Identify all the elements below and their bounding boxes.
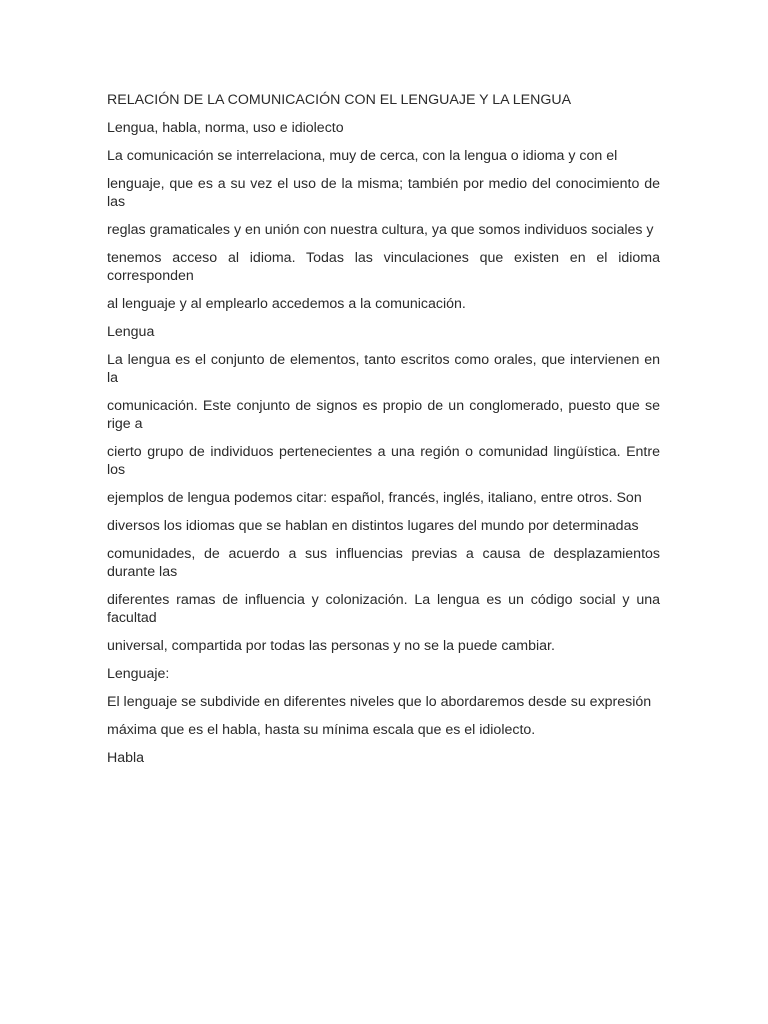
paragraph-line: al lenguaje y al emplearlo accedemos a la comunicación. xyxy=(107,296,466,312)
paragraph-line: reglas gramaticales y en unión con nuestra cultura, ya que somos individuos sociales y xyxy=(107,222,654,238)
paragraph-line: lenguaje, que es a su vez el uso de la misma; también por medio del conocimiento de las xyxy=(107,176,660,210)
paragraph-line: El lenguaje se subdivide en diferentes niveles que lo abordaremos desde su expresión xyxy=(107,694,652,710)
document-body xyxy=(107,91,660,777)
paragraph-line: diferentes ramas de influencia y colonización. La lengua es un código social y una facultad xyxy=(107,592,660,626)
document-title: RELACIÓN DE LA COMUNICACIÓN CON EL LENGUAJE Y LA LENGUA xyxy=(107,92,572,108)
paragraph-line: diversos los idiomas que se hablan en distintos lugares del mundo por determinadas xyxy=(107,518,639,534)
paragraph-line: comunidades, de acuerdo a sus influencias previas a causa de desplazamientos durante las xyxy=(107,546,660,580)
paragraph-line: La comunicación se interrelaciona, muy de cerca, con la lengua o idioma y con el xyxy=(107,148,618,164)
section-heading-lengua: Lengua xyxy=(107,324,155,340)
paragraph-line: ejemplos de lengua podemos citar: español, francés, inglés, italiano, entre otros. Son xyxy=(107,490,642,506)
paragraph-line: cierto grupo de individuos pertenecientes a una región o comunidad lingüística. Entre los xyxy=(107,444,660,478)
section-heading-lenguaje: Lenguaje: xyxy=(107,666,170,682)
paragraph-line: universal, compartida por todas las personas y no se la puede cambiar. xyxy=(107,638,555,654)
paragraph-line: comunicación. Este conjunto de signos es propio de un conglomerado, puesto que se rige a xyxy=(107,398,660,432)
paragraph-line: máxima que es el habla, hasta su mínima escala que es el idiolecto. xyxy=(107,722,536,738)
document-subtitle: Lengua, habla, norma, uso e idiolecto xyxy=(107,120,344,136)
section-heading-habla: Habla xyxy=(107,750,145,766)
paragraph-line: tenemos acceso al idioma. Todas las vinculaciones que existen en el idioma corresponden xyxy=(107,250,660,284)
paragraph-line: La lengua es el conjunto de elementos, tanto escritos como orales, que intervienen en la xyxy=(107,352,660,386)
